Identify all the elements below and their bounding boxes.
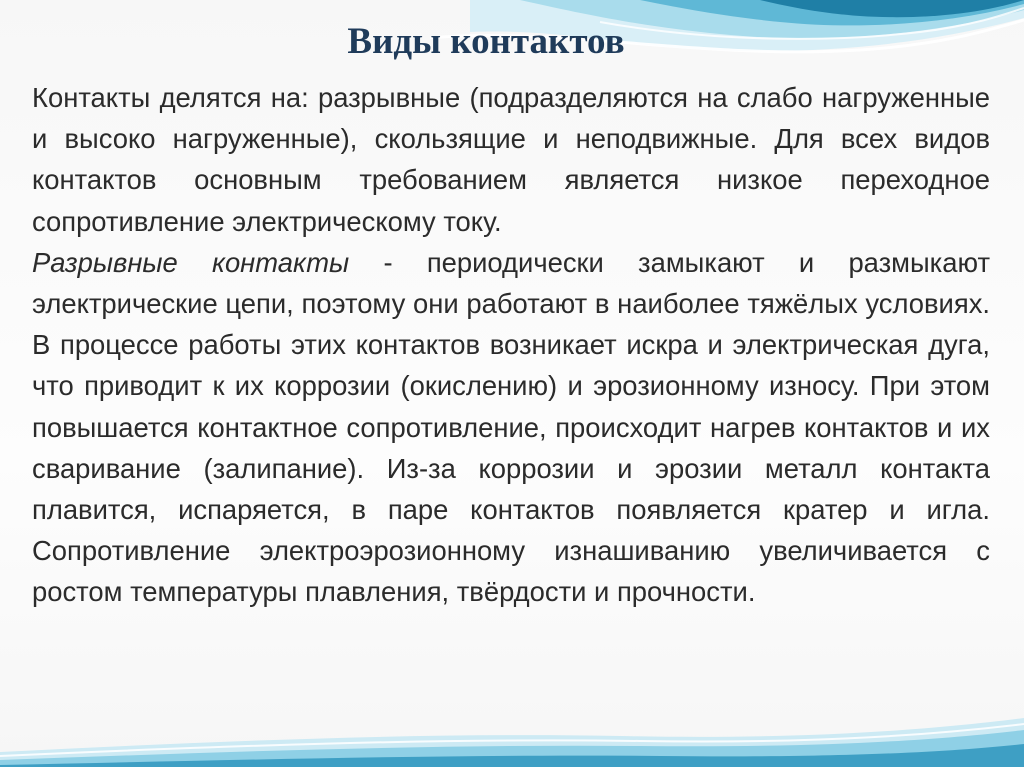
bottom-wave-decoration (0, 712, 1024, 767)
breaking-contacts-description: - периодически замыкают и размыкают электрические цепи, поэтому они работают в наиболее тяжёлых условиях. В процессе работы этих контактов возникает искра и электрическая дуга, что приводит к их коррозии (окислению) и эрозионному износу. При этом повышается контактное сопротивление, происходит нагрев контактов и их сваривание (залипание). Из-за коррозии и эрозии металл контакта плавится, испаряется, в паре контактов появляется кратер и игла. Сопротивление электроэрозионному изнашиванию увеличивается с ростом температуры плавления, твёрдости и прочности. (32, 246, 990, 608)
intro-text: Контакты делятся на: разрывные (подразделяются на слабо нагруженные и высоко нагруженные), скользящие и неподвижные. Для всех видов контактов основным требованием является низкое переходное сопротивление электрическому току. (32, 82, 990, 237)
term-breaking-contacts: Разрывные контакты (32, 246, 350, 278)
slide-body-text (32, 77, 990, 613)
slide-title: Виды контактов (347, 21, 625, 62)
